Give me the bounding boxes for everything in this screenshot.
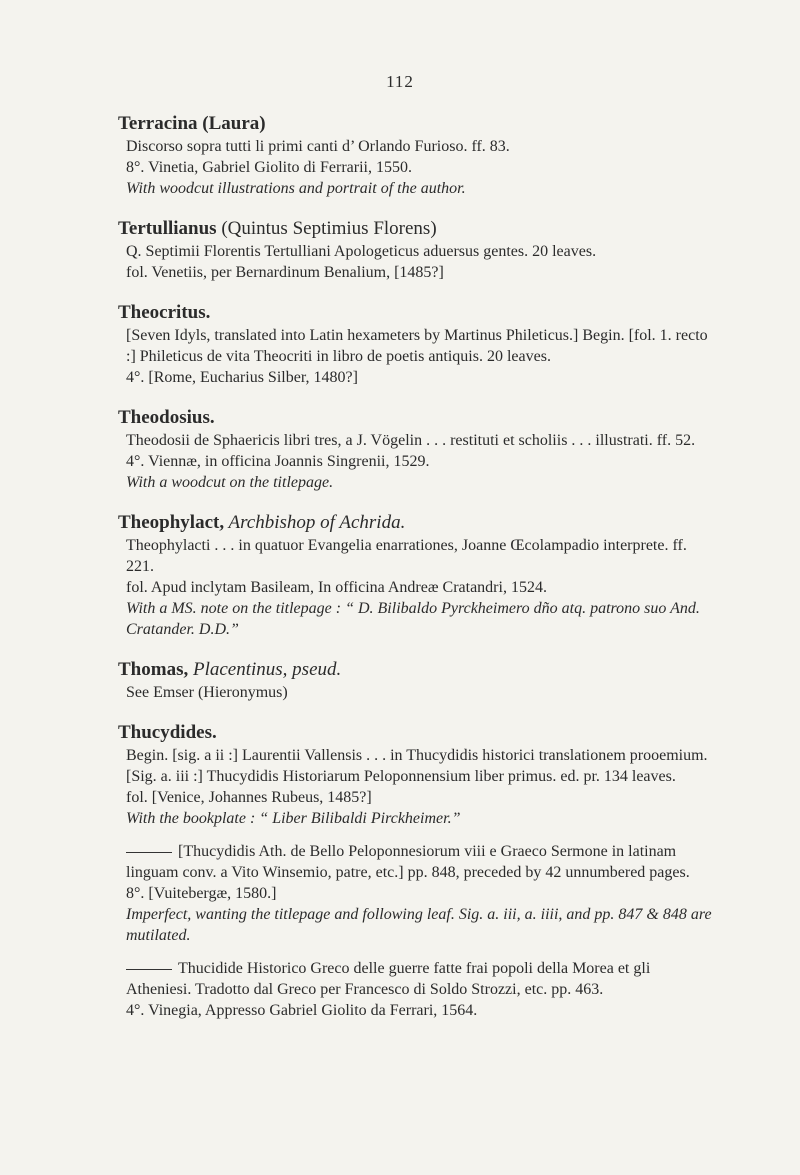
entry-heading bbox=[118, 112, 718, 136]
entry-line: Q. Septimii Florentis Tertulliani Apologeticus aduersus gentes. 20 leaves. bbox=[126, 243, 597, 260]
entry-line bbox=[126, 841, 718, 883]
entry-body bbox=[118, 136, 718, 199]
entry-body bbox=[118, 241, 718, 283]
entry-line: 8°. [Vuitebergæ, 1580.] bbox=[126, 885, 277, 902]
entry-theodosius bbox=[118, 406, 718, 493]
entry-body bbox=[118, 745, 718, 829]
entry-line: 4°. Viennæ, in officina Joannis Singrenii, 1529. bbox=[126, 453, 430, 470]
cross-reference: See Emser (Hieronymus) bbox=[126, 684, 288, 701]
entry-heading-name: Tertullianus bbox=[118, 218, 217, 239]
continuation-dash bbox=[126, 969, 172, 970]
entry-heading: Thucydides. bbox=[118, 722, 217, 743]
entry-heading-qualifier: (Laura) bbox=[197, 113, 266, 134]
entry-line bbox=[126, 958, 718, 1000]
entry-body bbox=[118, 682, 718, 703]
entry-thucydides bbox=[118, 721, 718, 1021]
catalogue-entries bbox=[118, 112, 718, 1039]
entry-line: Theodosii de Sphaericis libri tres, a J. Vögelin . . . restituti et scholiis . . . illustrati. ff. 52. bbox=[126, 432, 696, 449]
entry-note: With a woodcut on the titlepage. bbox=[126, 474, 334, 491]
entry-thomas bbox=[118, 658, 718, 703]
entry-heading-name: Thomas, bbox=[118, 659, 189, 680]
entry-heading-name: Theophylact, bbox=[118, 512, 225, 533]
entry-note: With woodcut illustrations and portrait of the author. bbox=[126, 180, 466, 197]
entry-line-text: [Thucydidis Ath. de Bello Peloponnesiorum viii e Graeco Sermone in latinam linguam conv. a Vito Winsemio, patre, etc.] pp. 848, preceded by 42 unnumbered pages. bbox=[126, 843, 690, 881]
entry-note: With a MS. note on the titlepage : “ D. Bilibaldo Pyrckheimero dño atq. patrono suo And. Cratander. D.D.” bbox=[126, 600, 700, 638]
page-number: 112 bbox=[386, 72, 414, 91]
entry-heading-name: Terracina bbox=[118, 113, 198, 134]
entry-heading bbox=[118, 217, 718, 241]
continuation-entry bbox=[118, 841, 718, 946]
entry-line: Theophylacti . . . in quatuor Evangelia enarrationes, Joanne Œcolampadio interprete. ff. 221. bbox=[126, 537, 687, 575]
entry-line: fol. [Venice, Johannes Rubeus, 1485?] bbox=[126, 789, 372, 806]
entry-body bbox=[118, 325, 718, 388]
entry-line-text: Thucidide Historico Greco delle guerre fatte frai popoli della Morea et gli Atheniesi. Tradotto dal Greco per Francesco di Soldo Strozzi, etc. pp. 463. bbox=[126, 960, 651, 998]
entry-note: With the bookplate : “ Liber Bilibaldi Pirckheimer.” bbox=[126, 810, 461, 827]
entry-terracina bbox=[118, 112, 718, 199]
entry-heading bbox=[118, 658, 718, 682]
entry-heading-qualifier: Archbishop of Achrida. bbox=[224, 512, 406, 533]
entry-note: Imperfect, wanting the titlepage and following leaf. Sig. a. iii, a. iiii, and pp. 847 & 848 are mutilated. bbox=[126, 906, 712, 944]
entry-heading: Theodosius. bbox=[118, 407, 215, 428]
continuation-dash bbox=[126, 852, 172, 853]
entry-heading-qualifier: Placentinus, pseud. bbox=[188, 659, 342, 680]
entry-line: 4°. [Rome, Eucharius Silber, 1480?] bbox=[126, 369, 358, 386]
entry-line: [Seven Idyls, translated into Latin hexameters by Martinus Phileticus.] Begin. [fol. 1. recto :] Phileticus de vita Theocriti in libro de poetis antiquis. 20 leaves. bbox=[126, 327, 708, 365]
entry-tertullianus bbox=[118, 217, 718, 283]
entry-line: fol. Venetiis, per Bernardinum Benalium, [1485?] bbox=[126, 264, 444, 281]
entry-heading: Theocritus. bbox=[118, 302, 211, 323]
entry-line: fol. Apud inclytam Basileam, In officina Andreæ Cratandri, 1524. bbox=[126, 579, 547, 596]
entry-body bbox=[118, 430, 718, 493]
continuation-entry bbox=[118, 958, 718, 1021]
entry-theophylact bbox=[118, 511, 718, 640]
entry-line: 4°. Vinegia, Appresso Gabriel Giolito da Ferrari, 1564. bbox=[126, 1002, 478, 1019]
entry-body bbox=[118, 535, 718, 640]
entry-line: Discorso sopra tutti li primi canti d’ Orlando Furioso. ff. 83. bbox=[126, 138, 510, 155]
entry-heading bbox=[118, 511, 718, 535]
entry-heading-qualifier: (Quintus Septimius Florens) bbox=[216, 218, 437, 239]
entry-theocritus bbox=[118, 301, 718, 388]
entry-line: Begin. [sig. a ii :] Laurentii Vallensis . . . in Thucydidis historici translationem prooemium. [Sig. a. iii :] Thucydidis Historiarum Peloponnensium liber primus. ed. pr. 134 leaves. bbox=[126, 747, 708, 785]
entry-line: 8°. Vinetia, Gabriel Giolito di Ferrarii, 1550. bbox=[126, 159, 412, 176]
